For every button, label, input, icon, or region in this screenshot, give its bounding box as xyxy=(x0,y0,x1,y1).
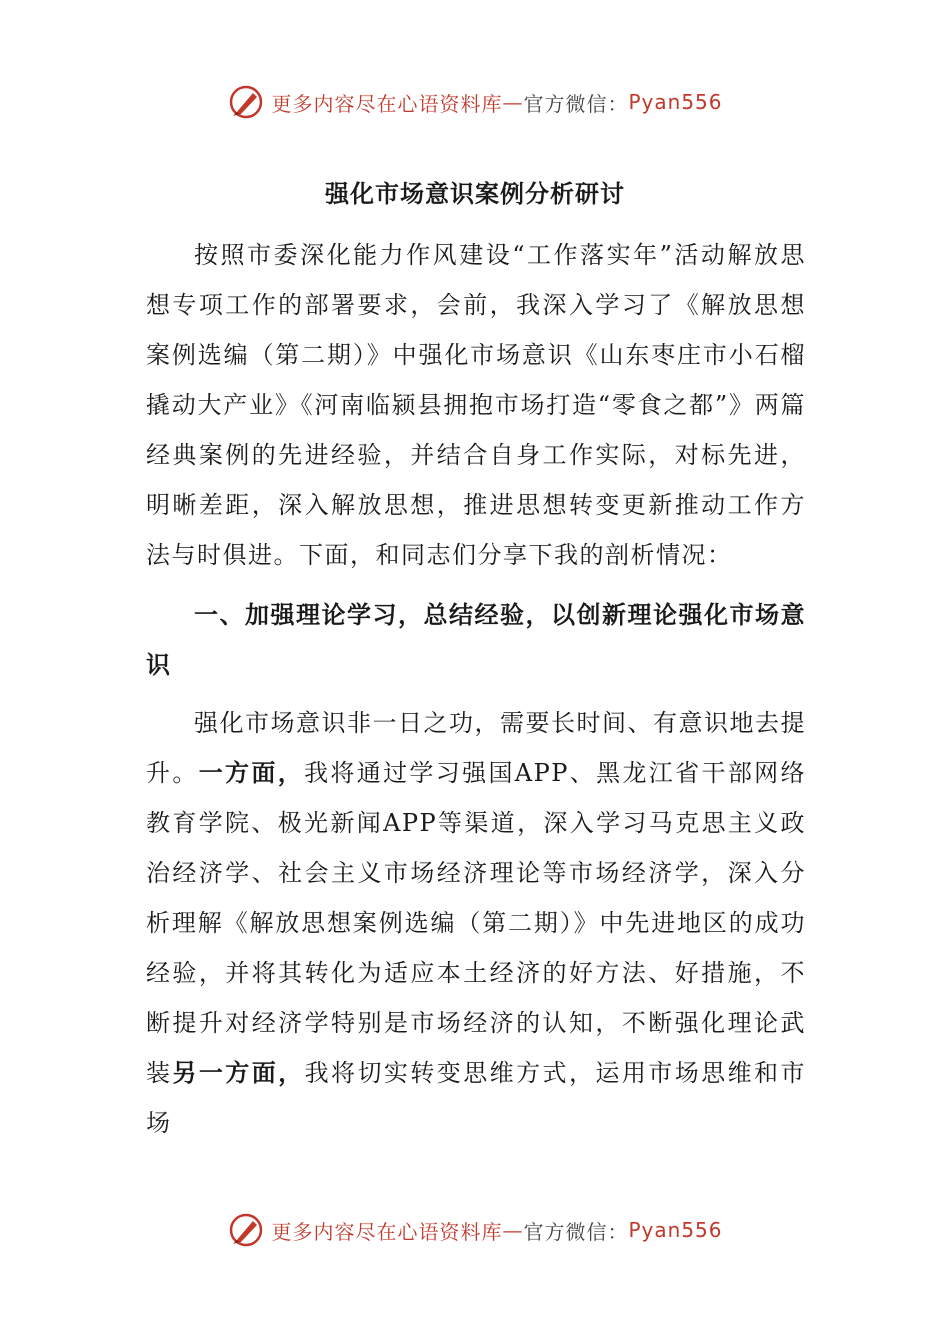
pen-nib-circle-icon xyxy=(227,1211,265,1249)
section-1-text-second: 我将切实转变思维方式，运用市场思维和市场 xyxy=(146,1059,806,1137)
document-title: 强化市场意识案例分析研讨 xyxy=(325,179,625,208)
pen-nib-circle-icon xyxy=(227,83,265,121)
section-1-bold-first: 一方面， xyxy=(198,758,305,787)
watermark-main-text: 更多内容尽在心语资料库 xyxy=(271,1219,503,1244)
watermark-sub-text: 官方微信： xyxy=(523,91,629,116)
watermark-wechat-id: Pyan556 xyxy=(628,90,723,114)
watermark-dash: — xyxy=(502,1218,524,1242)
watermark-dash: — xyxy=(502,90,524,114)
section-1-text-first: 我将通过学习强国APP、黑龙江省干部网络教育学院、极光新闻APP等渠道，深入学习马克思主义政治经济学、社会主义市场经济理论等市场经济学，深入分析理解《解放思想案例选编（第二期）》中先进地区的成功经验，并将其转化为适应本土经济的好方法、好措施，不断提升对经济学特别是市场经济的认知，不断强化理论武装 xyxy=(146,759,806,1087)
watermark-sub-text: 官方微信： xyxy=(523,1219,629,1244)
watermark-wechat-id: Pyan556 xyxy=(628,1218,723,1242)
section-1-paragraph xyxy=(146,698,806,1148)
section-1-bold-second: 另一方面， xyxy=(172,1058,305,1087)
intro-paragraph: 按照市委深化能力作风建设“工作落实年”活动解放思想专项工作的部署要求，会前，我深入学习了《解放思想案例选编（第二期）》中强化市场意识《山东枣庄市小石榴撬动大产业》《河南临颍县拥抱市场打造“零食之都”》两篇经典案例的先进经验，并结合自身工作实际，对标先进，明晰差距，深入解放思想，推进思想转变更新推动工作方法与时俱进。下面，和同志们分享下我的剖析情况： xyxy=(146,241,806,569)
section-1-lead: 强化市场意识非一日之功，需要长时间、有意识地去提升。 xyxy=(146,709,806,787)
watermark-footer xyxy=(0,1208,950,1252)
watermark-header xyxy=(0,80,950,124)
section-1-heading: 一、加强理论学习，总结经验，以创新理论强化市场意识 xyxy=(146,600,806,679)
document-body xyxy=(146,230,806,1148)
watermark-main-text: 更多内容尽在心语资料库 xyxy=(271,91,503,116)
